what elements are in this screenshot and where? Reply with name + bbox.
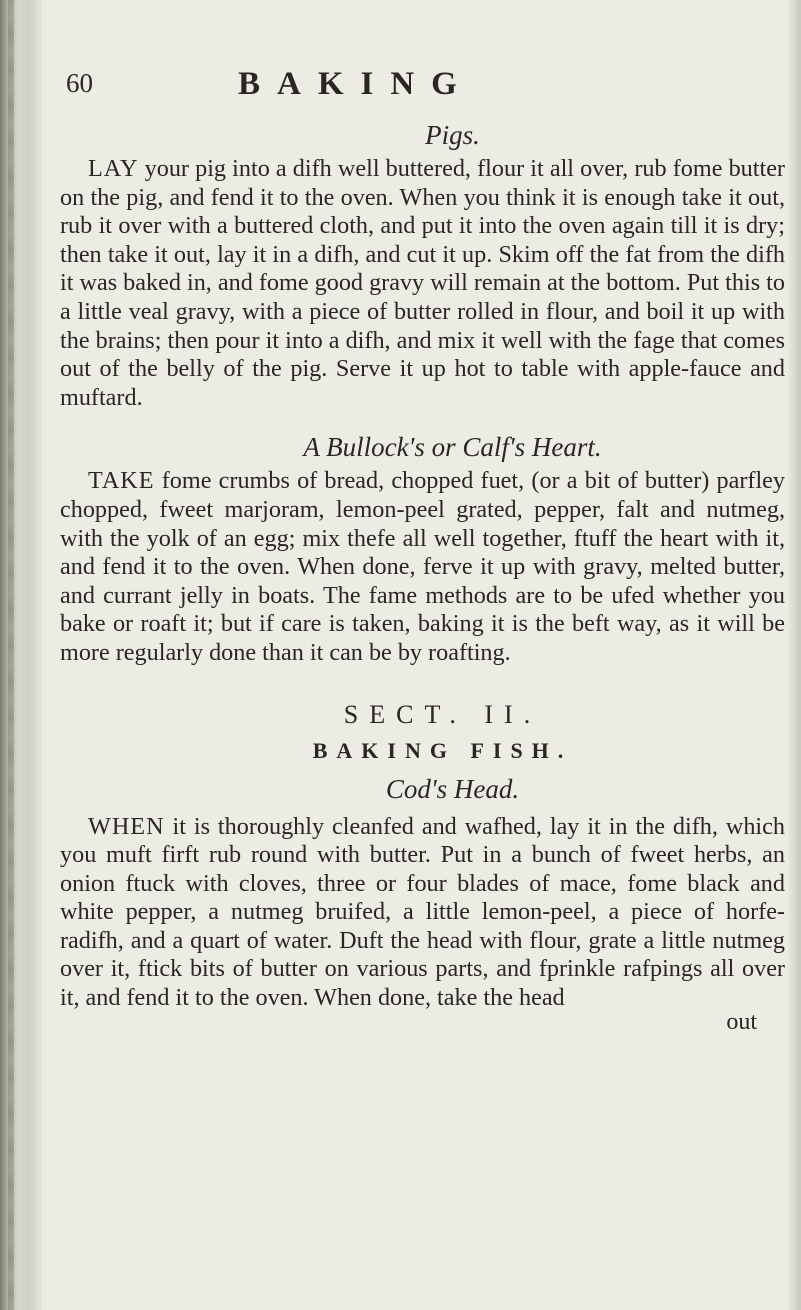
recipe-text-cod xyxy=(60,813,785,1013)
catchword: out xyxy=(726,1008,757,1035)
recipe-body-pigs: your pig into a difh well buttered, flour it all over, rub fome butter on the pig, and fend it to the oven. When you think it is enough take it out, rub it over with a buttered cloth, and put it into the oven again till it is dry; then take it out, lay it in a difh, and cut it up. Skim off the fat from the difh it was baked in, and fome good gravy will remain at the bottom. Put this to a little veal gravy, with a piece of butter rolled in flour, and boil it up with the brains; then pour it into a difh, and mix it well with the fage that comes out of the belly of the pig. Serve it up hot to table with apple-fauce and muftard. xyxy=(60,155,785,411)
recipe-title-pigs: Pigs. xyxy=(425,120,480,150)
recipe-body-cod: it is thoroughly cleanfed and wafhed, lay it in the difh, which you muft firft rub round with butter. Put in a bunch of fweet herbs, an onion ftuck with cloves, three or four blades of mace, fome black and white pepper, a nutmeg bruifed, a little lemon-peel, a piece of horfe-radifh, and a quart of water. Duft the head with flour, grate a little nutmeg over it, ftick bits of butter on various parts, and fprinkle rafpings all over it, and fend it to the oven. When done, take the head xyxy=(60,812,785,1012)
recipe-title-cod: Cod's Head. xyxy=(385,773,520,804)
section-subheading: BAKING FISH. xyxy=(312,737,573,763)
book-page xyxy=(60,62,785,1036)
page-number: 60 xyxy=(66,68,93,98)
recipe-lead-heart: TAKE xyxy=(88,467,155,495)
section-heading: SECT. II. xyxy=(343,699,542,729)
page-header xyxy=(60,62,785,106)
recipe-title-heart: A Bullock's or Calf's Heart. xyxy=(303,432,602,463)
page-right-edge xyxy=(787,0,801,1310)
book-binding-edge xyxy=(0,0,42,1310)
recipe-lead-cod: WHEN xyxy=(88,812,165,840)
recipe-text-pigs xyxy=(60,155,785,412)
running-head: BAKING xyxy=(238,66,474,102)
recipe-text-heart xyxy=(60,467,785,667)
recipe-body-heart: fome crumbs of bread, chopped fuet, (or a bit of butter) parfley chopped, fweet marjoram, lemon-peel grated, pepper, falt and nutmeg, with the yolk of an egg; mix thefe all well together, ftuff the heart with it, and fend it to the oven. When done, ferve it up with gravy, melted butter, and currant jelly in boats. The fame methods are to be ufed whether you bake or roaft it; but if care is taken, baking it is the beft way, as it will be more regularly done than it can be by roafting. xyxy=(60,467,785,666)
recipe-lead-pigs: LAY xyxy=(88,155,139,182)
